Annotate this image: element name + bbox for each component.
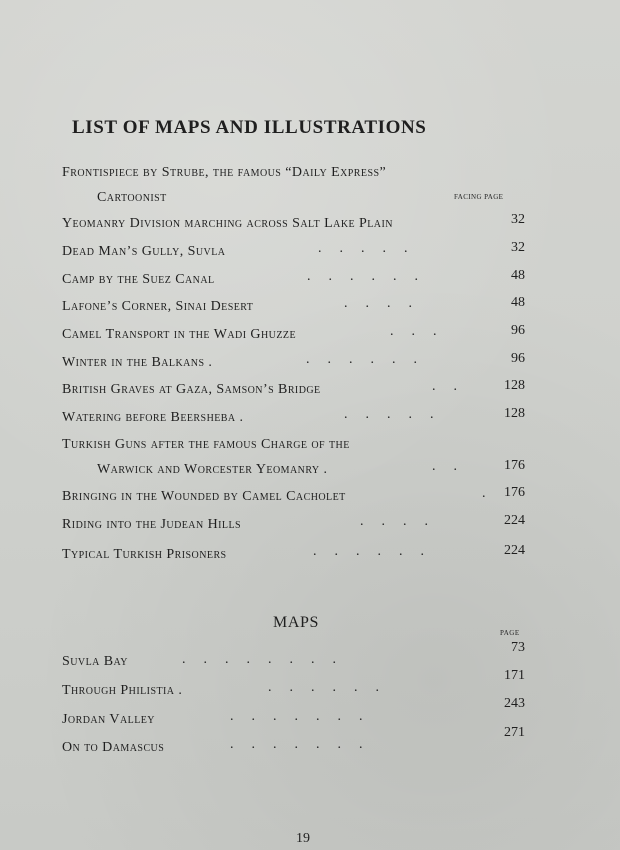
map-on-to-damascus-page: 271	[504, 725, 525, 740]
illustration-camp-suez-label: Camp by the Suez Canal	[62, 272, 215, 287]
illustration-british-graves-label: British Graves at Gaza, Samson’s Bridge	[62, 382, 321, 397]
leader-dots: .......	[230, 737, 381, 752]
illustration-british-graves-page: 128	[504, 378, 525, 393]
map-jordan-valley-page: 243	[504, 696, 525, 711]
leader-dots: ......	[307, 269, 436, 284]
illustration-lafones-corner-label: Lafone’s Corner, Sinai Desert	[62, 299, 254, 314]
leader-dots: .....	[318, 241, 426, 256]
map-suvla-bay-page: 73	[511, 640, 525, 655]
facing-page-label: FACING PAGE	[454, 193, 504, 201]
illustration-winter-balkans-label: Winter in the Balkans .	[62, 355, 213, 370]
leader-dots: ..	[432, 379, 475, 394]
map-through-philistia-label: Through Philistia .	[62, 683, 183, 698]
illustration-dead-mans-gully-label: Dead Man’s Gully, Suvla	[62, 244, 226, 259]
leader-dots: ....	[360, 514, 446, 529]
map-on-to-damascus-label: On to Damascus	[62, 740, 165, 755]
map-through-philistia-page: 171	[504, 668, 525, 683]
leader-dots: ........	[182, 652, 354, 667]
illustration-yeomanry-division-label: Yeomanry Division marching across Salt Lake Plain	[62, 216, 393, 231]
leader-dots: ......	[268, 680, 397, 695]
leader-dots: .....	[344, 407, 452, 422]
illustration-yeomanry-division-page: 32	[511, 212, 525, 227]
illustration-lafones-corner-page: 48	[511, 295, 525, 310]
map-suvla-bay-label: Suvla Bay	[62, 654, 128, 669]
illustration-dead-mans-gully-page: 32	[511, 240, 525, 255]
illustration-bringing-wounded-label: Bringing in the Wounded by Camel Cacholet	[62, 489, 346, 504]
illustration-watering-page: 128	[504, 406, 525, 421]
illustration-bringing-wounded-page: 176	[504, 485, 525, 500]
page-label: PAGE	[500, 629, 520, 637]
illustration-camel-transport-page: 96	[511, 323, 525, 338]
illustration-turkish-guns-line-2: Warwick and Worcester Yeomanry .	[97, 462, 328, 477]
page-title: LIST OF MAPS AND ILLUSTRATIONS	[72, 117, 427, 138]
illustration-watering-label: Watering before Beersheba .	[62, 410, 244, 425]
leader-dots: ...	[390, 324, 455, 339]
frontispiece-line-2: Cartoonist	[97, 190, 167, 205]
leader-dots: .......	[230, 709, 381, 724]
illustration-judean-hills-label: Riding into the Judean Hills	[62, 517, 242, 532]
illustration-turkish-prisoners-label: Typical Turkish Prisoners	[62, 547, 227, 562]
illustration-camel-transport-label: Camel Transport in the Wadi Ghuzze	[62, 327, 297, 342]
maps-heading: MAPS	[273, 614, 319, 631]
illustration-turkish-guns-line-1: Turkish Guns after the famous Charge of the	[62, 437, 350, 452]
leader-dots: .	[482, 486, 504, 501]
illustration-camp-suez-page: 48	[511, 268, 525, 283]
map-jordan-valley-label: Jordan Valley	[62, 712, 155, 727]
illustration-winter-balkans-page: 96	[511, 351, 525, 366]
leader-dots: ..	[432, 459, 475, 474]
page-number: 19	[296, 831, 310, 846]
leader-dots: ....	[344, 296, 430, 311]
leader-dots: ......	[306, 352, 435, 367]
illustration-turkish-prisoners-page: 224	[504, 543, 525, 558]
frontispiece-line-1: Frontispiece by Strube, the famous “Daily Express”	[62, 165, 387, 180]
illustration-judean-hills-page: 224	[504, 513, 525, 528]
leader-dots: ......	[313, 544, 442, 559]
illustration-turkish-guns-page: 176	[504, 458, 525, 473]
